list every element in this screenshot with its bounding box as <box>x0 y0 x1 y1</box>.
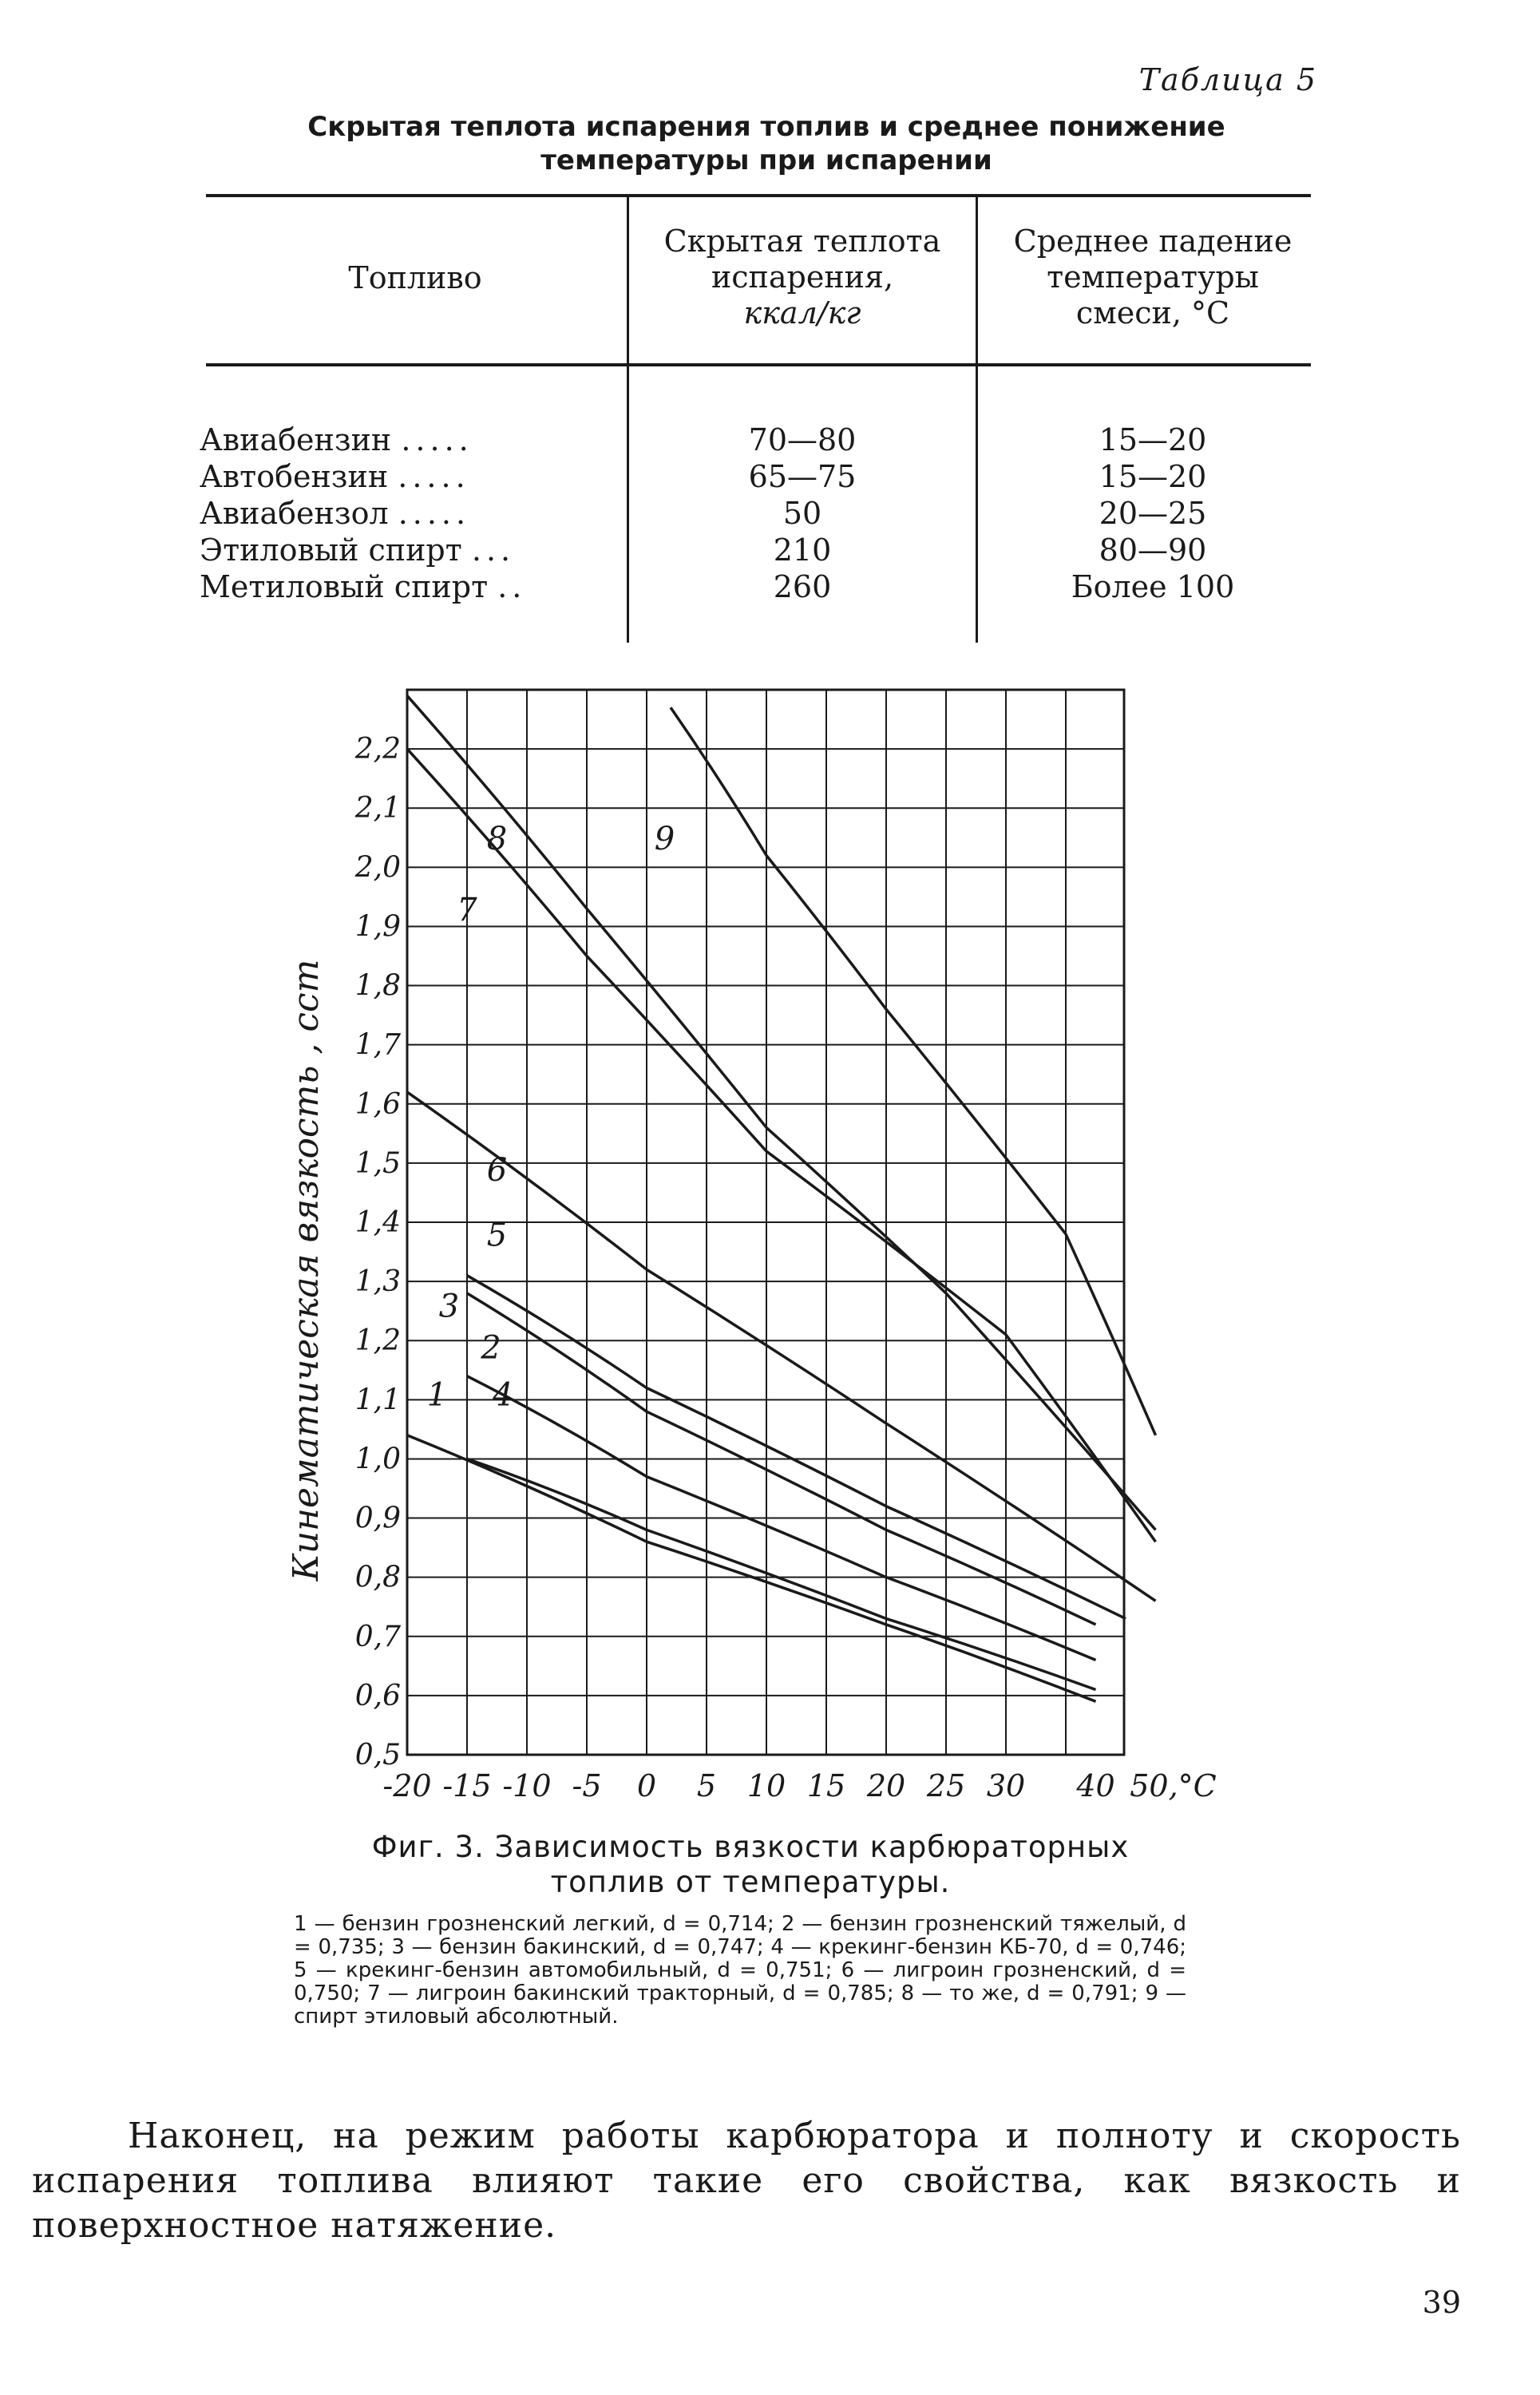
series-label-6: 6 <box>486 1152 508 1190</box>
x-tick-label: 40 <box>1076 1768 1115 1803</box>
x-tick-label: 0 <box>636 1768 657 1803</box>
series-label-8: 8 <box>486 821 508 858</box>
y-tick-label: 1,7 <box>354 1028 401 1062</box>
header-drop: Среднее падение температуры смеси, °С <box>1013 224 1293 331</box>
table-row: Авиабензин ..... <box>200 422 473 457</box>
series-label-9: 9 <box>654 821 675 858</box>
y-tick-label: 0,7 <box>354 1620 401 1653</box>
table-caption-line: температуры при испарении <box>540 144 992 176</box>
series-line-9 <box>671 707 1156 1435</box>
chart-series <box>407 695 1156 1701</box>
y-tick-label: 1,0 <box>354 1443 401 1476</box>
series-line-5 <box>467 1276 1126 1619</box>
figure-caption-line: Фиг. 3. Зависимость вязкости карбюраторных <box>371 1830 1130 1864</box>
legend-item: 5 — крекинг-бензин автомобильный, d = 0,751; <box>294 1958 833 1982</box>
legend-item: 8 — то же, d = 0,791; <box>901 1981 1138 2005</box>
header-heat: Скрытая теплота испарения, ккал/кг <box>663 224 941 331</box>
table-cell-drop: 15—20 <box>1099 422 1207 457</box>
figure-caption <box>287 1830 1213 1900</box>
x-tick-label: 10 <box>746 1768 786 1803</box>
table-cell-heat: 210 <box>773 532 832 568</box>
page-number: 39 <box>1422 2285 1461 2320</box>
y-tick-label: 1,2 <box>354 1324 401 1358</box>
y-tick-label: 1,3 <box>354 1265 401 1299</box>
y-tick-label: 1,5 <box>354 1146 401 1180</box>
y-tick-label: 1,6 <box>354 1087 401 1121</box>
x-tick-label: 30 <box>986 1768 1026 1803</box>
series-label-1: 1 <box>426 1376 448 1414</box>
y-tick-label: 1,9 <box>354 910 401 944</box>
table-cell-drop: 20—25 <box>1099 496 1207 531</box>
y-axis-title: Кинематическая вязкость , сст <box>286 959 327 1581</box>
x-tick-label: 50,°С <box>1130 1768 1217 1803</box>
series-line-6 <box>407 1092 1156 1601</box>
table-row: Автобензин ..... <box>200 459 470 494</box>
table-row: Этиловый спирт ... <box>200 532 516 568</box>
x-tick-label: 5 <box>696 1768 717 1803</box>
y-tick-label: 0,9 <box>354 1502 401 1535</box>
legend-item: 9 — спирт этиловый абсолютный. <box>294 1981 1187 2029</box>
table-cell-heat: 260 <box>773 569 832 604</box>
chart-labels <box>286 733 1217 1803</box>
x-tick-label: -5 <box>572 1768 602 1803</box>
header-fuel: Топливо <box>348 260 482 295</box>
x-tick-label: 25 <box>926 1768 966 1803</box>
series-label-5: 5 <box>486 1217 508 1254</box>
body-paragraph: Наконец, на режим работы карбюратора и полноту и скорость испарения топлива влияют такие его свойства, как вязкость и поверхностное натяжение. <box>32 2116 1461 2246</box>
figure-caption-line: топлив от температуры. <box>550 1865 951 1899</box>
y-tick-label: 2,1 <box>354 792 401 825</box>
y-tick-label: 2,0 <box>354 851 401 885</box>
table-row: Метиловый спирт .. <box>200 569 527 604</box>
table-row: Авиабензол ..... <box>200 496 471 531</box>
y-tick-label: 2,2 <box>354 733 401 766</box>
legend-item: 1 — бензин грозненский легкий, d = 0,714; <box>294 1912 774 1936</box>
x-tick-label: -10 <box>502 1768 552 1803</box>
series-label-3: 3 <box>438 1288 460 1325</box>
table-cell-drop: Более 100 <box>1071 569 1235 604</box>
legend-item: 6 — лигроин грозненский, d = 0,750; <box>294 1958 1187 2005</box>
y-tick-label: 1,4 <box>354 1206 401 1239</box>
table-cell-drop: 15—20 <box>1099 459 1207 494</box>
legend-item: 2 — бензин грозненский тяжелый, d = 0,735; <box>294 1912 1186 1959</box>
y-tick-label: 0,8 <box>354 1561 401 1594</box>
series-label-2: 2 <box>481 1329 501 1367</box>
table-cell-heat: 50 <box>782 496 822 531</box>
y-tick-label: 0,5 <box>354 1739 401 1772</box>
table-cell-drop: 80—90 <box>1099 532 1207 568</box>
x-tick-label: 20 <box>866 1768 906 1803</box>
legend-item: 7 — лигроин бакинский тракторный, d = 0,785; <box>367 1981 894 2005</box>
legend-item: 4 — крекинг-бензин КБ-70, d = 0,746; <box>770 1935 1186 1959</box>
x-tick-label: -20 <box>382 1768 432 1803</box>
table-caption-line: Скрытая теплота испарения топлив и среднее понижение <box>307 111 1225 143</box>
series-label-4: 4 <box>493 1376 513 1414</box>
figure-legend <box>294 1913 1186 2029</box>
y-tick-label: 1,8 <box>354 969 401 1003</box>
table-cell-heat: 70—80 <box>748 422 857 457</box>
x-tick-label: -15 <box>442 1768 492 1803</box>
chart-grid <box>407 690 1124 1755</box>
series-line-4 <box>467 1459 1096 1689</box>
x-tick-label: 15 <box>806 1768 846 1803</box>
y-tick-label: 1,1 <box>354 1384 401 1417</box>
table-cell-heat: 65—75 <box>748 459 857 494</box>
series-label-7: 7 <box>457 892 477 929</box>
legend-item: 3 — бензин бакинский, d = 0,747; <box>391 1935 764 1959</box>
table-number: Таблица 5 <box>1138 62 1317 97</box>
y-tick-label: 0,6 <box>354 1679 401 1712</box>
